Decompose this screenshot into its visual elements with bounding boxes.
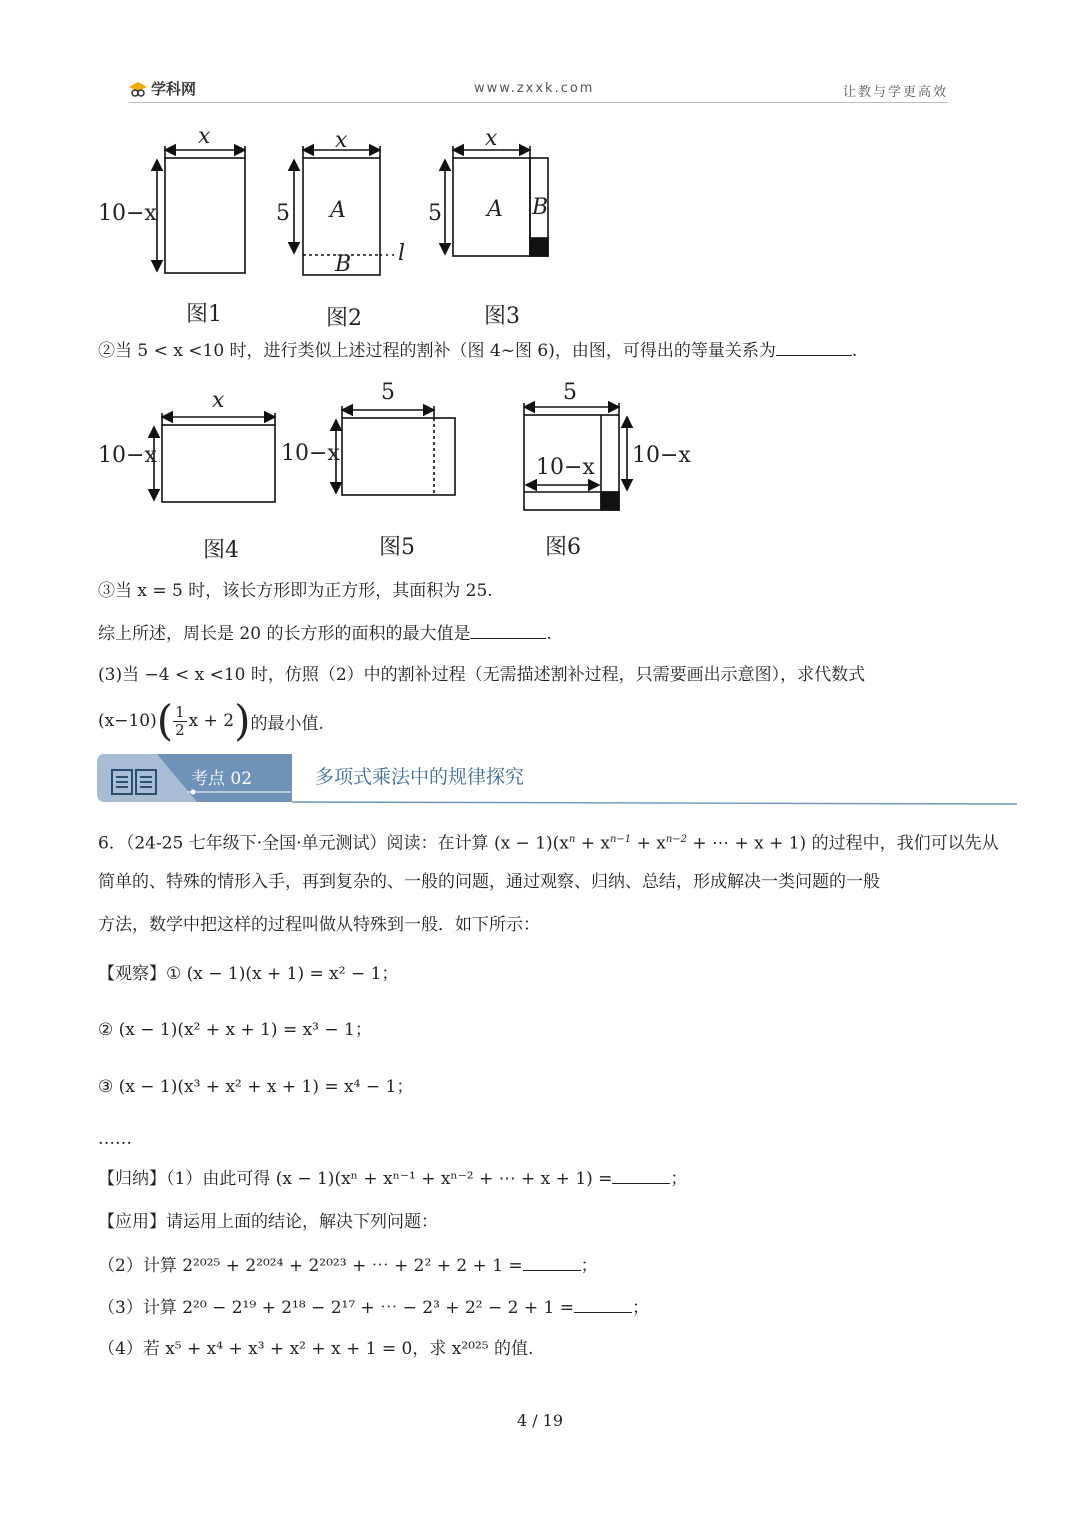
fig6-height-label: 10−x xyxy=(632,443,691,468)
fig4-x-label: x xyxy=(212,388,225,413)
header xyxy=(128,76,948,103)
fig2-height-label: 5 xyxy=(276,201,290,226)
q6-line1: 6．（24-25 七年级下·全国·单元测试）阅读：在计算 $(x - 1)(x^n + x^{n-1} + x^{n-2}$ + ⋯ + x + 1) 的过程中，我们可以先从 xyxy=(98,833,999,854)
q6-part3-blank[interactable] xyxy=(574,1312,632,1313)
figure-5 xyxy=(336,406,455,495)
fig3-b-label: B xyxy=(532,195,549,220)
fig5-height-label: 10−x xyxy=(281,441,340,466)
fig5-caption: 图5 xyxy=(379,535,415,560)
section-tag: 考点 02 xyxy=(191,769,253,789)
fig3-x-label: x xyxy=(485,126,498,151)
step3-text: ③当 x = 5 时，该长方形即为正方形，其面积为 25. xyxy=(98,581,493,601)
q6-induct: 【归纳】（1）由此可得 (x − 1)(xⁿ + xⁿ⁻¹ + xⁿ⁻² + ⋯ + x + 1) = ； xyxy=(98,1169,688,1189)
fig3-a-label: A xyxy=(487,197,503,222)
summary-text: 综上所述，周长是 20 的长方形的面积的最大值是 . xyxy=(98,624,552,644)
book-icon xyxy=(111,768,157,796)
step2-blank[interactable] xyxy=(776,355,852,356)
fig2-l-label: l xyxy=(398,241,406,266)
q6-part2: （2）计算 2²⁰²⁵ + 2²⁰²⁴ + 2²⁰²³ + ⋯ + 2² + 2 + 1 = ； xyxy=(98,1256,598,1276)
logo-text: 学科网 xyxy=(151,80,197,98)
header-url[interactable]: www.zxxk.com xyxy=(474,81,595,96)
q6-observe-2: ② (x − 1)(x² + x + 1) = x³ − 1； xyxy=(98,1020,372,1040)
q6-observe-3: ③ (x − 1)(x³ + x² + x + 1) = x⁴ − 1； xyxy=(98,1077,414,1097)
q6-apply: 【应用】请运用上面的结论，解决下列问题： xyxy=(98,1212,438,1232)
fig6-inner-label: 10−x xyxy=(536,455,595,480)
q3-frac-num: 1 xyxy=(175,702,185,721)
logo xyxy=(128,78,196,99)
fig4-height-label: 10−x xyxy=(98,443,157,468)
figure-1 xyxy=(157,146,245,273)
summary-blank[interactable] xyxy=(470,638,546,639)
q6-dots: …… xyxy=(98,1129,132,1149)
figures-row2 xyxy=(90,385,690,525)
fig2-x-label: x xyxy=(335,128,348,153)
q6-part3: （3）计算 2²⁰ − 2¹⁹ + 2¹⁸ − 2¹⁷ + ⋯ − 2³ + 2² − 2 + 1 = ； xyxy=(98,1298,649,1318)
q6-part2-blank[interactable] xyxy=(523,1270,581,1271)
fig1-height-label: 10−x xyxy=(98,201,157,226)
fig3-caption: 图3 xyxy=(484,304,520,329)
fig5-width-label: 5 xyxy=(381,380,395,405)
q3-frac-den: 2 xyxy=(175,720,185,739)
fig4-caption: 图4 xyxy=(203,538,239,563)
q6-induct-blank[interactable] xyxy=(612,1183,670,1184)
header-slogan: 让教与学更高效 xyxy=(842,85,948,100)
page-number: 4 / 19 xyxy=(516,1411,564,1430)
figure-4 xyxy=(154,413,275,502)
q6-line3: 方法，数学中把这样的过程叫做从特殊到一般．如下所示： xyxy=(98,915,540,935)
fig3-height-label: 5 xyxy=(428,201,442,226)
fig6-caption: 图6 xyxy=(545,535,581,560)
fig6-width-label: 5 xyxy=(563,380,577,405)
fig2-a-label: A xyxy=(330,198,346,223)
fig1-caption: 图1 xyxy=(186,302,222,327)
q6-observe-1: 【观察】① (x − 1)(x + 1) = x² − 1； xyxy=(98,964,399,984)
fig1-x-label: x xyxy=(198,124,211,149)
section-banner xyxy=(97,752,1017,808)
logo-icon xyxy=(128,81,148,97)
section-title: 多项式乘法中的规律探究 xyxy=(315,766,525,788)
fig2-b-label: B xyxy=(335,252,352,277)
q6-line2: 简单的、特殊的情形入手，再到复杂的、一般的问题，通过观察、归纳、总结，形成解决一类问题的一般 xyxy=(98,872,880,892)
q3-expression: (x−10) ( $\frac{1}{2}$ x + 2 ) 的最小值. xyxy=(98,696,324,745)
q6-part4: （4）若 x⁵ + x⁴ + x³ + x² + x + 1 = 0，求 x²⁰²⁵ 的值. xyxy=(98,1339,534,1359)
step2-text: ②当 5 < x <10 时，进行类似上述过程的割补（图 4~图 6)，由图，可得出的等量关系为 . xyxy=(98,341,858,361)
q3-line1: (3)当 −4 < x <10 时，仿照（2）中的割补过程（无需描述割补过程，只需要画出示意图），求代数式 xyxy=(98,665,866,685)
fig2-caption: 图2 xyxy=(326,306,362,331)
